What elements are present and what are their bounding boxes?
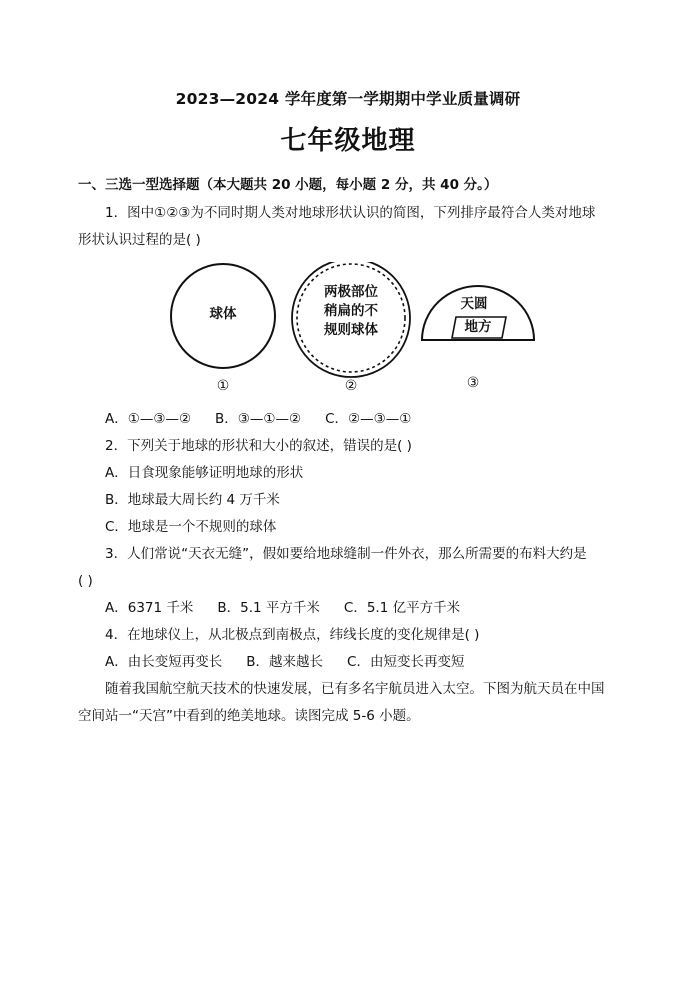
option-b: B．越来越长 — [246, 654, 324, 670]
exam-title: 2023—2024 学年度第一学期期中学业质量调研 — [175, 90, 521, 108]
question-1-options — [105, 410, 411, 428]
sphere-label: 球体 — [209, 306, 237, 322]
option-c: C．②—③—① — [325, 411, 412, 427]
figure-label-1: ① — [216, 378, 230, 394]
option-c: C．由短变长再变短 — [347, 654, 465, 670]
option-c: C．5.1 亿平方千米 — [343, 600, 461, 616]
irregular-sphere-label-line3: 规则球体 — [324, 322, 378, 338]
earth-shape-figure — [160, 262, 540, 402]
question-3-options — [105, 599, 460, 617]
question-2-stem: 2．下列关于地球的形状和大小的叙述，错误的是( ) — [105, 438, 412, 454]
figure-label-3: ③ — [466, 375, 480, 391]
figure-label-2: ② — [344, 378, 358, 394]
option-a: A．①—③—② — [105, 411, 192, 427]
dome-top-label: 天圆 — [460, 296, 488, 312]
option-a: A．6371 千米 — [105, 600, 194, 616]
subject-title: 七年级地理 — [280, 126, 416, 156]
option-b: B．③—①—② — [215, 411, 302, 427]
option-a: A．由长变短再变长 — [105, 654, 223, 670]
irregular-sphere-label-line2: 稍扁的不 — [324, 303, 378, 319]
question-2-option-b: B．地球最大周长约 4 万千米 — [105, 492, 280, 508]
section-title: 一、三选一型选择题（本大题共 20 小题，每小题 2 分，共 40 分。） — [78, 177, 498, 193]
passage-line-1: 随着我国航空航天技术的快速发展，已有多名宇航员进入太空。下图为航天员在中国 — [105, 681, 605, 697]
option-b: B．5.1 平方千米 — [217, 600, 320, 616]
question-4-stem: 4．在地球仪上，从北极点到南极点，纬线长度的变化规律是( ) — [105, 627, 480, 643]
question-2-option-c: C．地球是一个不规则的球体 — [105, 519, 277, 535]
question-1-stem-cont: 形状认识过程的是( ) — [78, 232, 201, 248]
irregular-sphere-label-line1: 两极部位 — [324, 284, 378, 300]
irregular-sphere-label — [306, 283, 396, 340]
question-2-option-a: A．日食现象能够证明地球的形状 — [105, 465, 304, 481]
question-3-stem-cont: ( ) — [78, 573, 93, 589]
question-1-stem: 1．图中①②③为不同时期人类对地球形状认识的简图，下列排序最符合人类对地球 — [105, 205, 596, 221]
question-4-options — [105, 653, 464, 671]
square-earth-label: 地方 — [464, 319, 492, 335]
question-3-stem: 3．人们常说“天衣无缝”，假如要给地球缝制一件外衣，那么所需要的布料大约是 — [105, 546, 587, 562]
passage-line-2: 空间站一“天宫”中看到的绝美地球。读图完成 5-6 小题。 — [78, 708, 420, 724]
